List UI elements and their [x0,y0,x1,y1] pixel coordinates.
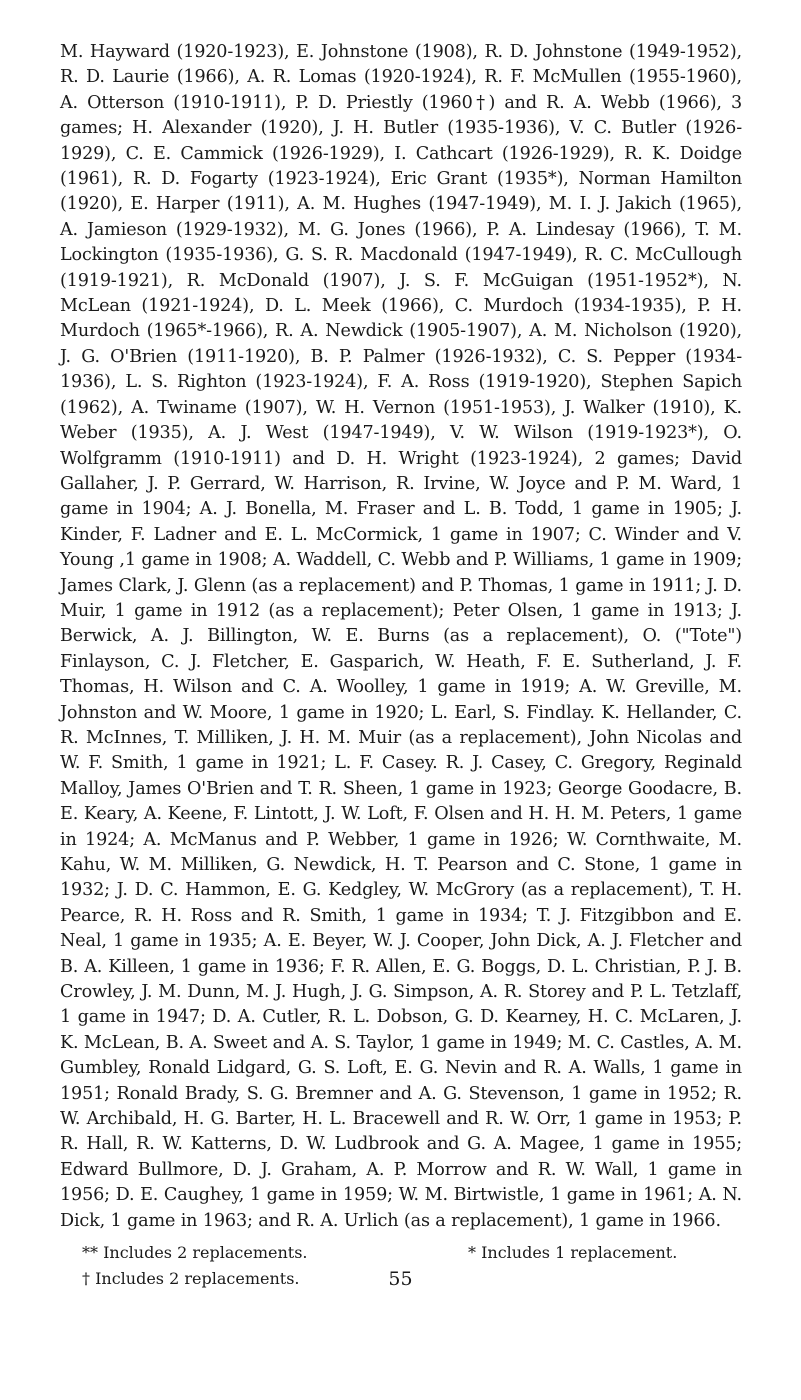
page-number: 55 [388,1268,413,1290]
footnote-row [60,1240,742,1266]
body-text: M. Hayward (1920-1923), E. Johnstone (1908), R. D. Johnstone (1949-1952), R. D. Laurie (1966), A. R. Lomas (1920-1924), R. F. McMullen (1955-1960), A. Otterson (1910-1911), P. D. Priestly (1960†) and R. A. Webb (1966), 3 games; H. Alexander (1920), J. H. Butler (1935-1936), V. C. Butler (1926-1929), C. E. Cammick (1926-1929), I. Cathcart (1926-1929), R. K. Doidge (1961), R. D. Fogarty (1923-1924), Eric Grant (1935*), Norman Hamilton (1920), E. Harper (1911), A. M. Hughes (1947-1949), M. I. J. Jakich (1965), A. Jamieson (1929-1932), M. G. Jones (1966), P. A. Lindesay (1966), T. M. Lockington (1935-1936), G. S. R. Macdonald (1947-1949), R. C. McCullough (1919-1921), R. McDonald (1907), J. S. F. McGuigan (1951-1952*), N. McLean (1921-1924), D. L. Meek (1966), C. Murdoch (1934-1935), P. H. Murdoch (1965*-1966), R. A. Newdick (1905-1907), A. M. Nicholson (1920), J. G. O'Brien (1911-1920), B. P. Palmer (1926-1932), C. S. Pepper (1934-1936), L. S. Righton (1923-1924), F. A. Ross (1919-1920), Stephen Sapich (1962), A. Twiname (1907), W. H. Vernon (1951-1953), J. Walker (1910), K. Weber (1935), A. J. West (1947-1949), V. W. Wilson (1919-1923*), O. Wolfgramm (1910-1911) and D. H. Wright (1923-1924), 2 games; David Gallaher, J. P. Gerrard, W. Harrison, R. Irvine, W. Joyce and P. M. Ward, 1 game in 1904; A. J. Bonella, M. Fraser and L. B. Todd, 1 game in 1905; J. Kinder, F. Ladner and E. L. McCormick, 1 game in 1907; C. Winder and V. Young ,1 game in 1908; A. Waddell, C. Webb and P. Williams, 1 game in 1909; James Clark, J. Glenn (as a replacement) and P. Thomas, 1 game in 1911; J. D. Muir, 1 game in 1912 (as a replacement); Peter Olsen, 1 game in 1913; J. Berwick, A. J. Billington, W. E. Burns (as a replacement), O. ("Tote") Finlayson, C. J. Fletcher, E. Gasparich, W. Heath, F. E. Sutherland, J. F. Thomas, H. Wilson and C. A. Woolley, 1 game in 1919; A. W. Greville, M. Johnston and W. Moore, 1 game in 1920; L. Earl, S. Findlay. K. Hellander, C. R. McInnes, T. Milliken, J. H. M. Muir (as a replacement), John Nicolas and W. F. Smith, 1 game in 1921; L. F. Casey. R. J. Casey, C. Gregory, Reginald Malloy, James O'Brien and T. R. Sheen, 1 game in 1923; George Goodacre, B. E. Keary, A. Keene, F. Lintott, J. W. Loft, F. Olsen and H. H. M. Peters, 1 game in 1924; A. McManus and P. Webber, 1 game in 1926; W. Cornthwaite, M. Kahu, W. M. Milliken, G. Newdick, H. T. Pearson and C. Stone, 1 game in 1932; J. D. C. Hammon, E. G. Kedgley, W. McGrory (as a replacement), T. H. Pearce, R. H. Ross and R. Smith, 1 game in 1934; T. J. Fitzgibbon and E. Neal, 1 game in 1935; A. E. Beyer, W. J. Cooper, John Dick, A. J. Fletcher and B. A. Killeen, 1 game in 1936; F. R. Allen, E. G. Boggs, D. L. Christian, P. J. B. Crowley, J. M. Dunn, M. J. Hugh, J. G. Simpson, A. R. Storey and P. L. Tetzlaff, 1 game in 1947; D. A. Cutler, R. L. Dobson, G. D. Kearney, H. C. McLaren, J. K. McLean, B. A. Sweet and A. S. Taylor, 1 game in 1949; M. C. Castles, A. M. Gumbley, Ronald Lidgard, G. S. Loft, E. G. Nevin and R. A. Walls, 1 game in 1951; Ronald Brady, S. G. Bremner and A. G. Stevenson, 1 game in 1952; R. W. Archibald, H. G. Barter, H. L. Bracewell and R. W. Orr, 1 game in 1953; P. R. Hall, R. W. Katterns, D. W. Ludbrook and G. A. Magee, 1 game in 1955; Edward Bullmore, D. J. Graham, A. P. Morrow and R. W. Wall, 1 game in 1956; D. E. Caughey, 1 game in 1959; W. M. Birtwistle, 1 game in 1961; A. N. Dick, 1 game in 1963; and R. A. Urlich (as a replacement), 1 game in 1966. [60,42,742,1231]
page-content [60,40,742,1292]
footnote-dagger: † Includes 2 replacements. [82,1269,300,1289]
footnote-double-star: ** Includes 2 replacements. [82,1243,308,1263]
footnote-single-star: * Includes 1 replacement. [468,1243,678,1263]
